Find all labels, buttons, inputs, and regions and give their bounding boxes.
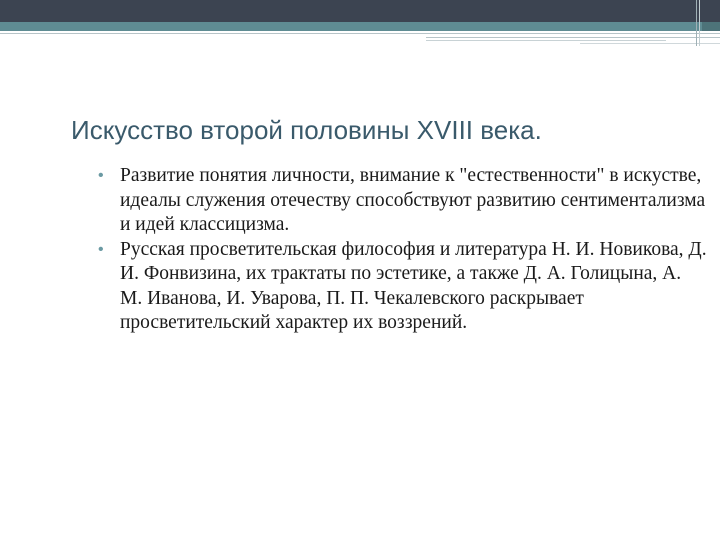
header-band-dark bbox=[0, 0, 720, 22]
corner-accent bbox=[699, 0, 700, 46]
bullet-list bbox=[95, 164, 707, 336]
header-rule bbox=[426, 40, 666, 41]
bullet-icon: • bbox=[98, 167, 104, 184]
bullet-icon: • bbox=[98, 240, 104, 258]
slide-title: Искусство второй половины XVIII века. bbox=[71, 115, 542, 145]
header-band-teal bbox=[0, 22, 720, 31]
bullet-item bbox=[95, 238, 707, 336]
bullet-text: Развитие понятия личности, внимание к "естественности" в искустве, идеалы служения отечеству способствуют развитию сентиментализма и идей классицизма. bbox=[120, 165, 706, 235]
corner-accent bbox=[702, 22, 720, 31]
bullet-item bbox=[95, 164, 707, 238]
corner-accent bbox=[696, 0, 697, 46]
bullet-text: Русская просветительская философия и литература Н. И. Новикова, Д. И. Фонвизина, их трактаты по эстетике, а также Д. А. Голицына, А. М. Иванова, И. Уварова, П. П. Чекалевского раскрывает просветительский характер их воззрений. bbox=[120, 238, 707, 333]
header-rule bbox=[0, 33, 720, 34]
header-rule bbox=[426, 37, 720, 38]
